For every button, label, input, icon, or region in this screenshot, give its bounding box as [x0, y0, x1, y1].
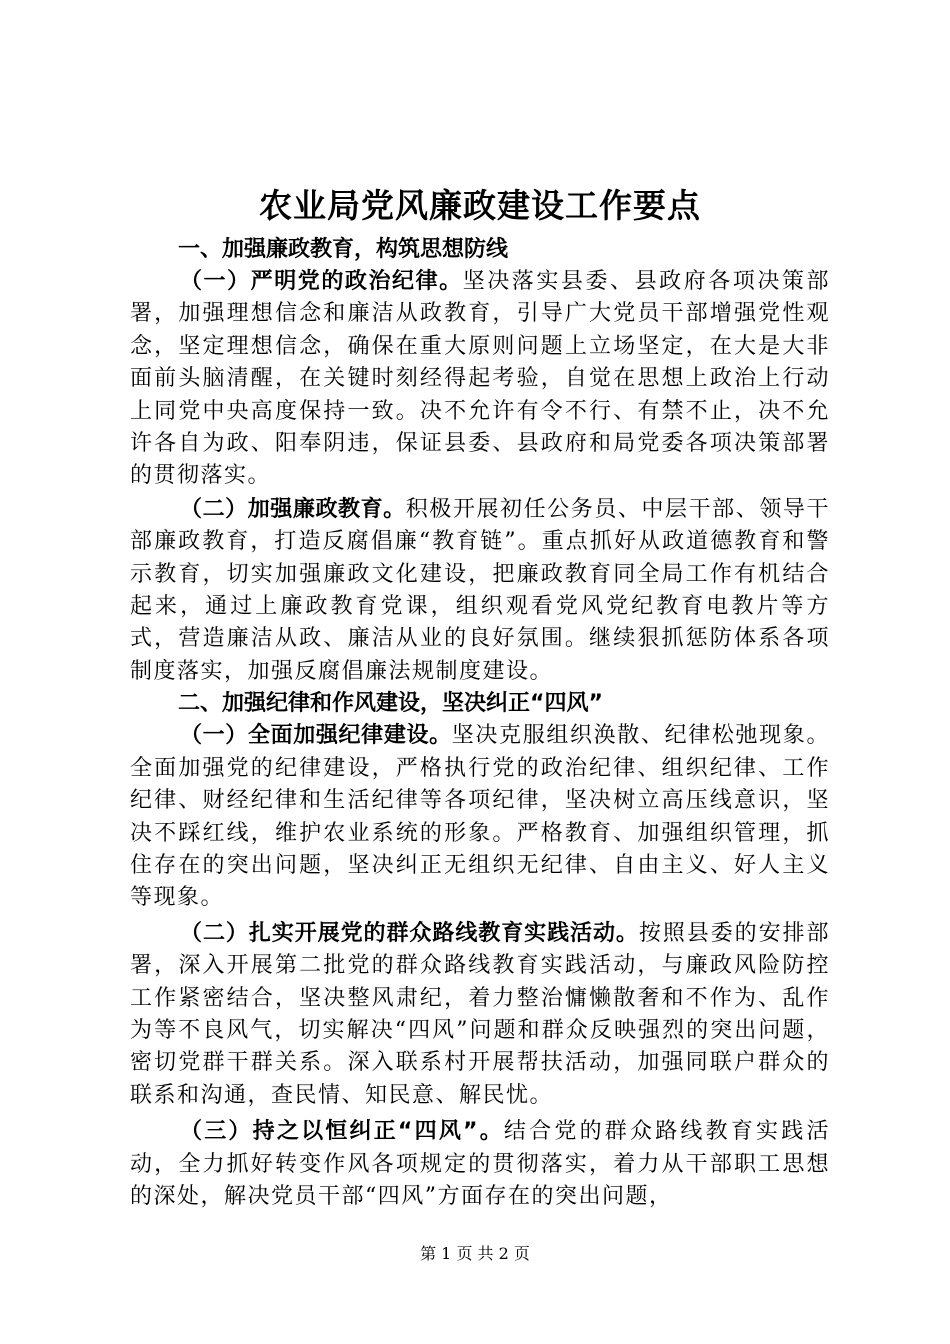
page-footer: 第 1 页 共 2 页	[420, 1244, 530, 1263]
section-heading: 二、加强纪律和作风建设，坚决纠正“四风”	[178, 691, 603, 717]
paragraph-text: 积极开展初任公务员、中层干部、领导干部廉政教育，打造反腐倡廉“教育链”。重点抓好从政道德教育和警示教育，切实加强廉政文化建设，把廉政教育同全局工作有机结合起来，通过上廉政教育党课，组织观看党风党纪教育电教片等方式，营造廉洁从政、廉洁从业的良好氛围。继续狠抓惩防体系各项制度落实，加强反腐倡廉法规制度建设。	[130, 496, 830, 684]
paragraph-text: 坚决克服组织涣散、纪律松弛现象。全面加强党的纪律建设，严格执行党的政治纪律、组织纪律、工作纪律、财经纪律和生活纪律等各项纪律，坚决树立高压线意识，坚决不踩红线，维护农业系统的形象。严格教育、加强组织管理，抓住存在的突出问题，坚决纠正无组织无纪律、自由主义、好人主义等现象。	[130, 723, 830, 911]
section-1	[130, 234, 830, 688]
paragraph	[130, 720, 830, 914]
paragraph	[130, 266, 830, 493]
section-heading: 一、加强廉政教育，构筑思想防线	[178, 237, 509, 262]
paragraph-lead: （三）持之以恒纠正“四风”。	[180, 1119, 504, 1145]
paragraph-text: 按照县委的安排部署，深入开展第二批党的群众路线教育实践活动，与廉政风险防控工作紧密结合，坚决整风肃纪，着力整治慵懒散奢和不作为、乱作为等不良风气，切实解决“四风”问题和群众反映强烈的突出问题，密切党群干群关系。深入联系村开展帮扶活动，加强同联户群众的联系和沟通，查民情、知民意、解民忧。	[130, 920, 830, 1108]
paragraph-lead: （二）扎实开展党的群众路线教育实践活动。	[180, 920, 639, 946]
document-title: 农业局党风廉政建设工作要点	[259, 186, 701, 225]
paragraph-lead: （一）严明党的政治纪律。	[180, 269, 463, 294]
document-page	[130, 178, 830, 1213]
paragraph-text: 坚决落实县委、县政府各项决策部署，加强理想信念和廉洁从政教育，引导广大党员干部增强党性观念，坚定理想信念，确保在重大原则问题上立场坚定，在大是大非面前头脑清醒，在关键时刻经得起考验，自觉在思想上政治上行动上同党中央高度保持一致。决不允许有令不行、有禁不止，决不允许各自为政、阳奉阴违，保证县委、县政府和局党委各项决策部署的贯彻落实。	[130, 269, 830, 489]
paragraph-lead: （一）全面加强纪律建设。	[180, 723, 452, 749]
paragraph	[130, 918, 830, 1112]
paragraph	[130, 494, 830, 688]
paragraph	[130, 1116, 830, 1213]
section-2	[130, 688, 830, 1213]
paragraph-lead: （二）加强廉政教育。	[180, 496, 406, 522]
paragraph-text: 结合党的群众路线教育实践活动，全力抓好转变作风各项规定的贯彻落实，着力从干部职工思想的深处，解决党员干部“四风”方面存在的突出问题，	[130, 1119, 830, 1209]
